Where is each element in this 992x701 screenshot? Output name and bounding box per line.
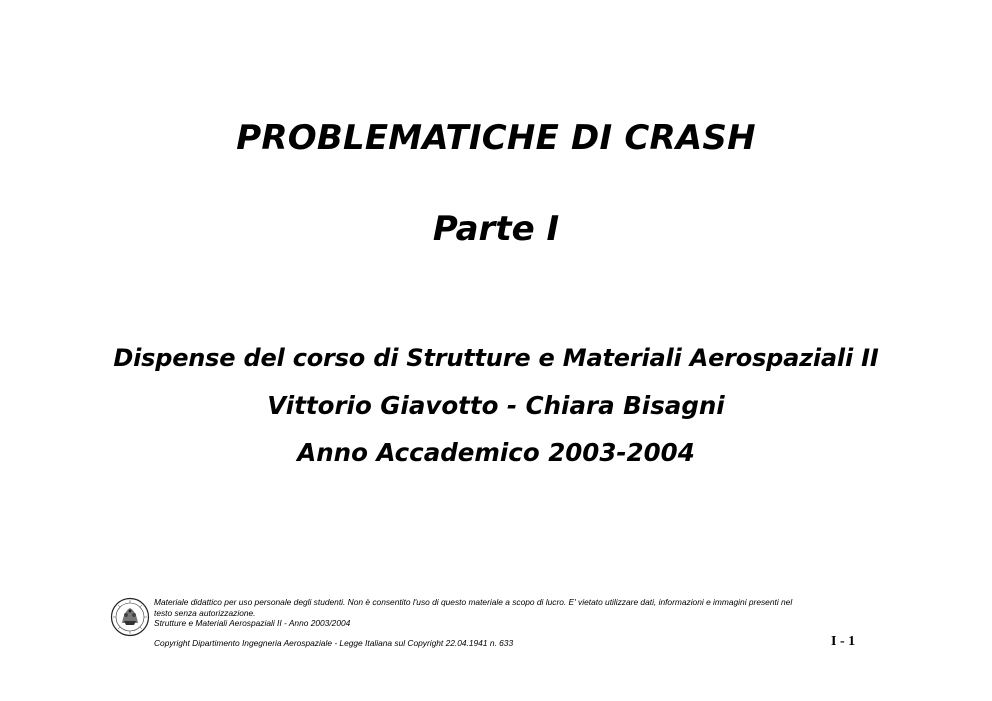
page-number: I - 1 bbox=[831, 634, 856, 649]
authors: Vittorio Giavotto - Chiara Bisagni bbox=[267, 391, 725, 420]
disclaimer bbox=[154, 597, 904, 629]
university-seal-icon bbox=[110, 597, 150, 637]
disclaimer-line: testo senza autorizzazione. bbox=[154, 607, 256, 618]
course-line: Strutture e Materiali Aerospaziali II - Anno 2003/2004 bbox=[154, 618, 351, 628]
disclaimer-line: Materiale didattico per uso personale degli studenti. Non è consentito l'uso di questo materiale a scopo di lucro. E' vietato utilizzare dati, informazioni e immagini presenti nel bbox=[154, 597, 793, 607]
academic-year: Anno Accademico 2003-2004 bbox=[297, 438, 695, 467]
copyright-notice: Copyright Dipartimento Ingegneria Aerospaziale - Legge Italiana sul Copyright 22.04.1941 n. 633 bbox=[154, 638, 514, 648]
page-title: PROBLEMATICHE DI CRASH bbox=[236, 118, 756, 158]
page-footer bbox=[110, 597, 870, 657]
page-subtitle: Parte I bbox=[432, 209, 560, 249]
course-name: Dispense del corso di Strutture e Materiali Aerospaziali II bbox=[113, 344, 879, 372]
